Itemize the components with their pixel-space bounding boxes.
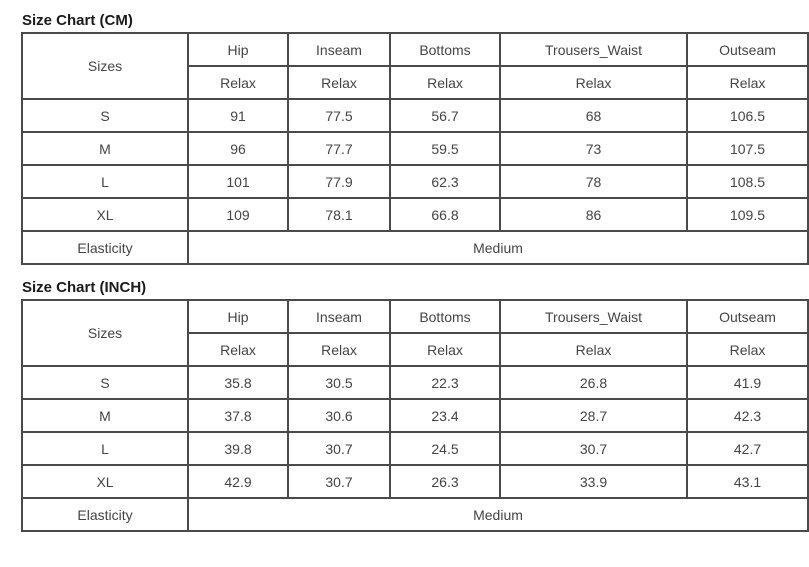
table-cell: 77.9 bbox=[288, 165, 390, 198]
table-cell: 30.7 bbox=[288, 465, 390, 498]
table-cell: 59.5 bbox=[390, 132, 500, 165]
table-cell: 78.1 bbox=[288, 198, 390, 231]
subheader-cell: Relax bbox=[687, 66, 808, 99]
table-cell: 26.3 bbox=[390, 465, 500, 498]
elasticity-label: Elasticity bbox=[22, 498, 188, 531]
size-label: M bbox=[22, 399, 188, 432]
column-header-bottoms: Bottoms bbox=[390, 300, 500, 333]
elasticity-value: Medium bbox=[188, 231, 808, 264]
size-label: L bbox=[22, 165, 188, 198]
column-header-hip: Hip bbox=[188, 33, 288, 66]
table-cell: 101 bbox=[188, 165, 288, 198]
table-cell: 22.3 bbox=[390, 366, 500, 399]
table-cell: 91 bbox=[188, 99, 288, 132]
table-cell: 30.5 bbox=[288, 366, 390, 399]
footer-row bbox=[22, 498, 808, 531]
table-row bbox=[22, 99, 808, 132]
table-cell: 42.7 bbox=[687, 432, 808, 465]
column-header-inseam: Inseam bbox=[288, 33, 390, 66]
sizes-header: Sizes bbox=[22, 300, 188, 366]
table-row bbox=[22, 165, 808, 198]
table-row bbox=[22, 465, 808, 498]
table-row bbox=[22, 132, 808, 165]
size-chart-cm bbox=[21, 10, 776, 265]
size-chart-inch bbox=[21, 277, 776, 532]
size-label: XL bbox=[22, 198, 188, 231]
size-label: M bbox=[22, 132, 188, 165]
table-cell: 56.7 bbox=[390, 99, 500, 132]
size-chart-cm-title: Size Chart (CM) bbox=[22, 12, 133, 29]
elasticity-label: Elasticity bbox=[22, 231, 188, 264]
table-cell: 62.3 bbox=[390, 165, 500, 198]
table-cell: 106.5 bbox=[687, 99, 808, 132]
column-header-trousers-waist: Trousers_Waist bbox=[500, 33, 687, 66]
table-cell: 68 bbox=[500, 99, 687, 132]
subheader-cell: Relax bbox=[188, 66, 288, 99]
column-header-hip: Hip bbox=[188, 300, 288, 333]
header-row bbox=[22, 33, 808, 66]
column-header-outseam: Outseam bbox=[687, 300, 808, 333]
table-cell: 109.5 bbox=[687, 198, 808, 231]
subheader-cell: Relax bbox=[687, 333, 808, 366]
table-cell: 77.5 bbox=[288, 99, 390, 132]
subheader-cell: Relax bbox=[390, 66, 500, 99]
table-cell: 42.9 bbox=[188, 465, 288, 498]
table-row bbox=[22, 198, 808, 231]
table-cell: 24.5 bbox=[390, 432, 500, 465]
column-header-inseam: Inseam bbox=[288, 300, 390, 333]
table-cell: 28.7 bbox=[500, 399, 687, 432]
column-header-bottoms: Bottoms bbox=[390, 33, 500, 66]
size-table-cm bbox=[21, 32, 809, 265]
column-header-trousers-waist: Trousers_Waist bbox=[500, 300, 687, 333]
subheader-cell: Relax bbox=[500, 66, 687, 99]
table-cell: 42.3 bbox=[687, 399, 808, 432]
column-header-outseam: Outseam bbox=[687, 33, 808, 66]
subheader-cell: Relax bbox=[390, 333, 500, 366]
table-cell: 37.8 bbox=[188, 399, 288, 432]
table-cell: 30.7 bbox=[288, 432, 390, 465]
table-cell: 41.9 bbox=[687, 366, 808, 399]
size-label: S bbox=[22, 99, 188, 132]
table-cell: 30.6 bbox=[288, 399, 390, 432]
table-cell: 107.5 bbox=[687, 132, 808, 165]
table-cell: 35.8 bbox=[188, 366, 288, 399]
table-cell: 77.7 bbox=[288, 132, 390, 165]
table-cell: 39.8 bbox=[188, 432, 288, 465]
table-cell: 23.4 bbox=[390, 399, 500, 432]
table-cell: 33.9 bbox=[500, 465, 687, 498]
subheader-cell: Relax bbox=[188, 333, 288, 366]
table-row bbox=[22, 366, 808, 399]
size-label: L bbox=[22, 432, 188, 465]
table-row bbox=[22, 399, 808, 432]
subheader-cell: Relax bbox=[288, 66, 390, 99]
table-cell: 78 bbox=[500, 165, 687, 198]
size-table-inch bbox=[21, 299, 809, 532]
table-cell: 30.7 bbox=[500, 432, 687, 465]
subheader-cell: Relax bbox=[500, 333, 687, 366]
table-cell: 96 bbox=[188, 132, 288, 165]
table-row bbox=[22, 432, 808, 465]
table-cell: 43.1 bbox=[687, 465, 808, 498]
header-row bbox=[22, 300, 808, 333]
table-cell: 109 bbox=[188, 198, 288, 231]
footer-row bbox=[22, 231, 808, 264]
subheader-cell: Relax bbox=[288, 333, 390, 366]
table-cell: 26.8 bbox=[500, 366, 687, 399]
table-cell: 66.8 bbox=[390, 198, 500, 231]
sizes-header: Sizes bbox=[22, 33, 188, 99]
table-cell: 73 bbox=[500, 132, 687, 165]
size-label: XL bbox=[22, 465, 188, 498]
elasticity-value: Medium bbox=[188, 498, 808, 531]
table-cell: 108.5 bbox=[687, 165, 808, 198]
size-chart-inch-title: Size Chart (INCH) bbox=[22, 279, 147, 296]
table-cell: 86 bbox=[500, 198, 687, 231]
size-label: S bbox=[22, 366, 188, 399]
